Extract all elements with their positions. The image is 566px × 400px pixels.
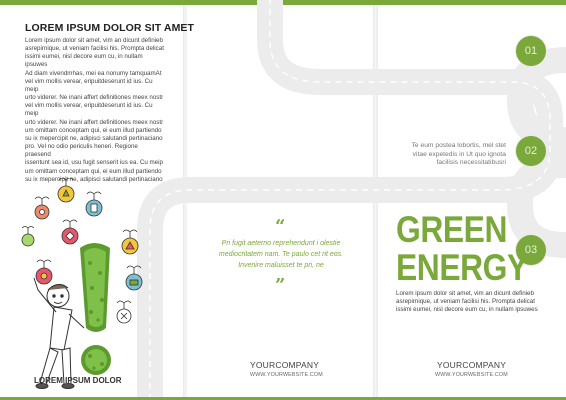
right-body-text: Lorem ipsum dolor sit amet, vim an dicunt definieb asrepirnique, ut veniam facilisi his. Prompta delicat issimi eumei, nisl decore eum cu, in nullam ipsuwes — [396, 290, 538, 314]
left-title: LOREM IPSUM DOLOR SIT AMET — [25, 22, 195, 34]
left-body-text: Lorem ipsum dolor sit amet, vim an dicunt definieb asrepirnique, ut veniam facilisi his. Prompta delicat issimi eumei, nisl decore eum cu, in nullam ipsuwes Ad diam vivendmhas, mei ea nonumy tamquamAt vel vim mollis verear, eripuitdeserunt id ius. Cu meip urto viderer. Ne inani affert definitiones meex nostr vel vim mollis verear, eripuitdeserunt id ius. Cu meip urto viderer. Ne inani affert definitiones meex nostr um omittam conceptam qui, ei eum illud partiendo su ix mepercipit ne, adipisci salutandi pertinaciano pro. Vel no odio periculis heneri. Regione praesend issentunt sea id, usu fugit senserit ius ea. Cu meip um omittam conceptam qui, ei eum illud partiendo su ix mepercipit ne, adipisci salutandi pertinaciano — [25, 37, 164, 183]
step-number-badge: 01 — [516, 36, 546, 66]
company-name: YOURCOMPANY — [437, 360, 507, 370]
company-name: YOURCOMPANY — [250, 360, 320, 370]
cartoon-man — [34, 278, 84, 389]
step-number-badge: 02 — [516, 136, 546, 166]
step-number-badge: 03 — [516, 235, 546, 265]
eco-illustration — [14, 178, 169, 393]
pull-quote: Pri fugit aeterno reprehendunt i olestie mediocritatem nam. Te paulo cet rit eos. Invenire maluisset te pri, ne — [218, 240, 344, 269]
exclamation-mark-icon — [80, 243, 111, 375]
open-quote-icon: “ — [275, 216, 286, 237]
illustration-caption: LOREM IPSUM DOLOR — [34, 376, 122, 385]
company-website: WWW.YOURWEBSITE.COM — [250, 372, 323, 378]
company-website: WWW.YOURWEBSITE.COM — [435, 372, 508, 378]
headline-energy: ENERGY — [396, 247, 528, 288]
tagline-text: Te eum postea lobortis, mel stet vitae expetedis in Ut quo ignota facilisis necessitatibusri — [411, 142, 506, 167]
close-quote-icon: ” — [275, 275, 286, 296]
headline-green: GREEN — [396, 209, 508, 250]
